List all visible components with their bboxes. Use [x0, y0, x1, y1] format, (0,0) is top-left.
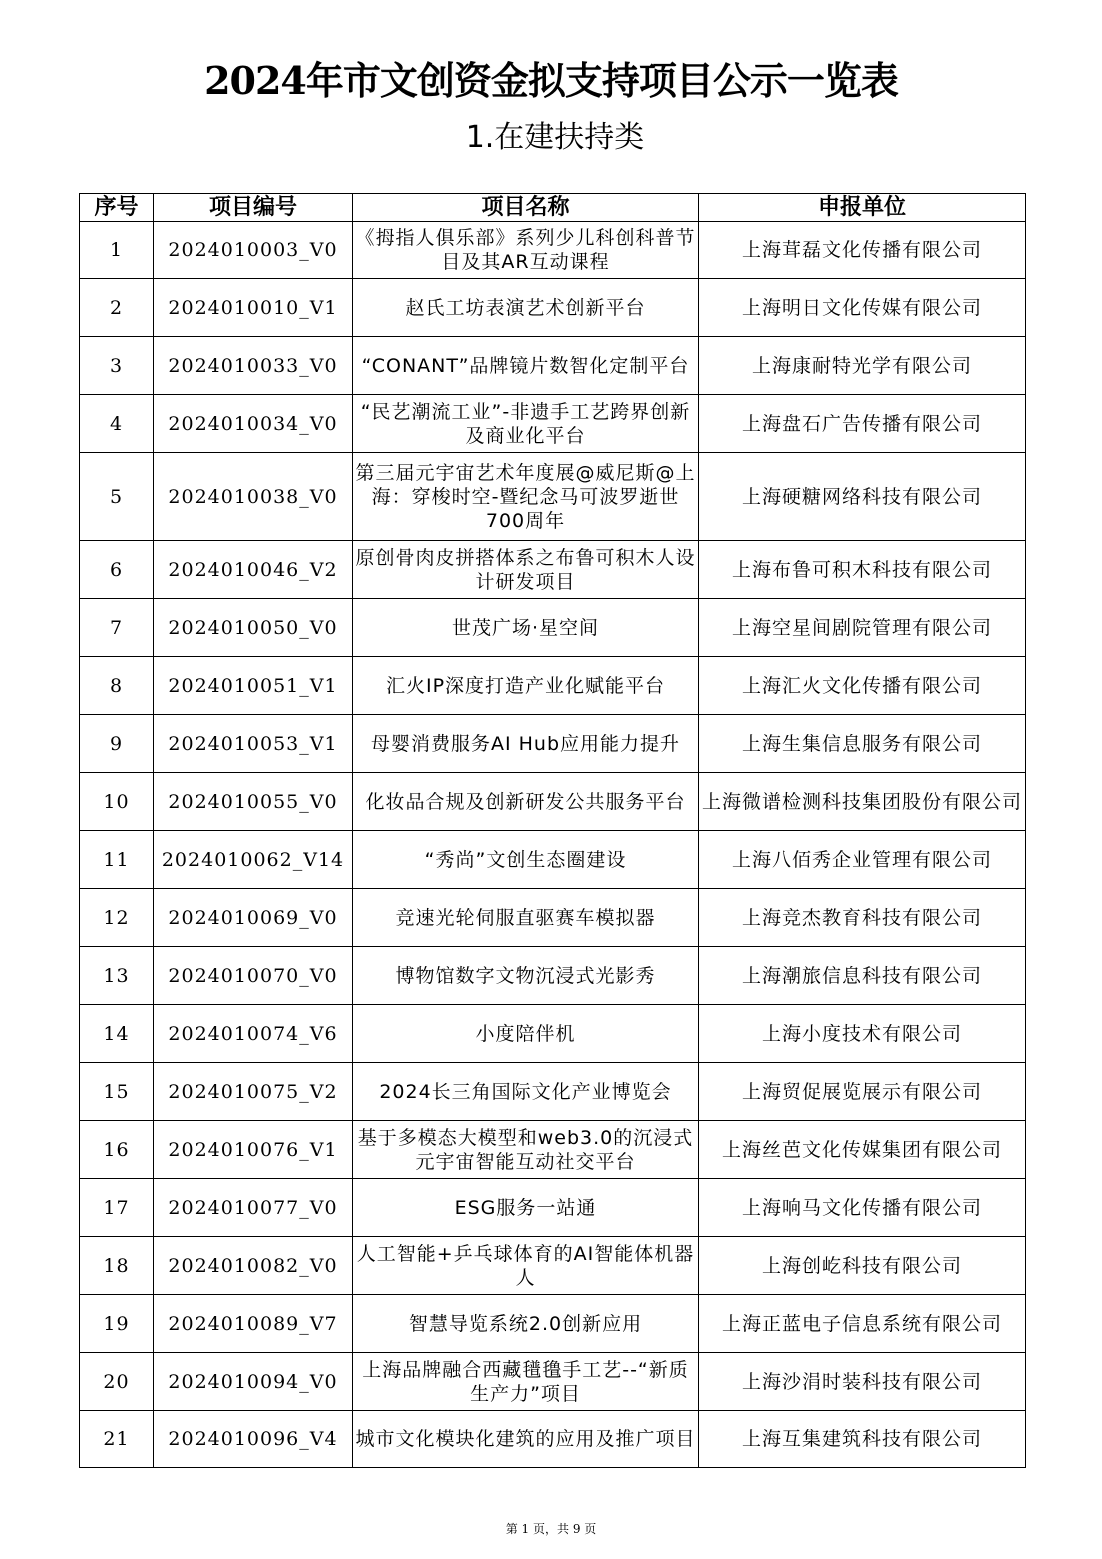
table-row [80, 831, 1026, 889]
seq-cell: 6 [80, 541, 154, 599]
page-footer: 第 1 页，共 9 页 [505, 1522, 597, 1536]
table-row [80, 222, 1026, 279]
applicant-org-cell: 上海正蓝电子信息系统有限公司 [699, 1295, 1026, 1353]
table-row [80, 773, 1026, 831]
seq-cell: 1 [80, 222, 154, 279]
applicant-org-cell: 上海竞杰教育科技有限公司 [699, 889, 1026, 947]
header-seq: 序号 [80, 194, 154, 222]
project-name-cell: 小度陪伴机 [353, 1005, 699, 1063]
project-name-cell: 汇火IP深度打造产业化赋能平台 [353, 657, 699, 715]
project-name-cell: ESG服务一站通 [353, 1179, 699, 1237]
table-row [80, 1121, 1026, 1179]
project-code-cell: 2024010074_V6 [154, 1005, 353, 1063]
project-name-cell: 母婴消费服务AI Hub应用能力提升 [353, 715, 699, 773]
header-code: 项目编号 [154, 194, 353, 222]
project-code-cell: 2024010082_V0 [154, 1237, 353, 1295]
table-row [80, 599, 1026, 657]
table-row [80, 715, 1026, 773]
table-row [80, 889, 1026, 947]
table-body [80, 222, 1026, 1468]
project-code-cell: 2024010075_V2 [154, 1063, 353, 1121]
project-name-cell: 人工智能+乒乓球体育的AI智能体机器人 [353, 1237, 699, 1295]
seq-cell: 18 [80, 1237, 154, 1295]
applicant-org-cell: 上海康耐特光学有限公司 [699, 337, 1026, 395]
table-row [80, 541, 1026, 599]
table-row [80, 1063, 1026, 1121]
seq-cell: 21 [80, 1411, 154, 1468]
project-code-cell: 2024010096_V4 [154, 1411, 353, 1468]
applicant-org-cell: 上海沙涓时装科技有限公司 [699, 1353, 1026, 1411]
project-code-cell: 2024010050_V0 [154, 599, 353, 657]
project-code-cell: 2024010003_V0 [154, 222, 353, 279]
table-header-row [80, 194, 1026, 222]
header-name: 项目名称 [353, 194, 699, 222]
applicant-org-cell: 上海明日文化传媒有限公司 [699, 279, 1026, 337]
seq-cell: 10 [80, 773, 154, 831]
table-row [80, 1005, 1026, 1063]
project-code-cell: 2024010038_V0 [154, 453, 353, 541]
project-code-cell: 2024010070_V0 [154, 947, 353, 1005]
applicant-org-cell: 上海汇火文化传播有限公司 [699, 657, 1026, 715]
table-row [80, 1295, 1026, 1353]
project-name-cell: 世茂广场·星空间 [353, 599, 699, 657]
table-row [80, 1179, 1026, 1237]
seq-cell: 9 [80, 715, 154, 773]
project-code-cell: 2024010094_V0 [154, 1353, 353, 1411]
project-name-cell: 《拇指人俱乐部》系列少儿科创科普节目及其AR互动课程 [353, 222, 699, 279]
project-name-cell: 原创骨肉皮拼搭体系之布鲁可积木人设计研发项目 [353, 541, 699, 599]
applicant-org-cell: 上海小度技术有限公司 [699, 1005, 1026, 1063]
applicant-org-cell: 上海潮旅信息科技有限公司 [699, 947, 1026, 1005]
project-code-cell: 2024010069_V0 [154, 889, 353, 947]
applicant-org-cell: 上海丝芭文化传媒集团有限公司 [699, 1121, 1026, 1179]
applicant-org-cell: 上海响马文化传播有限公司 [699, 1179, 1026, 1237]
seq-cell: 8 [80, 657, 154, 715]
seq-cell: 5 [80, 453, 154, 541]
header-org: 申报单位 [699, 194, 1026, 222]
applicant-org-cell: 上海空星间剧院管理有限公司 [699, 599, 1026, 657]
seq-cell: 19 [80, 1295, 154, 1353]
page-title: 2024年市文创资金拟支持项目公示一览表 [204, 58, 898, 103]
seq-cell: 4 [80, 395, 154, 453]
seq-cell: 15 [80, 1063, 154, 1121]
project-name-cell: 城市文化模块化建筑的应用及推广项目 [353, 1411, 699, 1468]
project-name-cell: 博物馆数字文物沉浸式光影秀 [353, 947, 699, 1005]
applicant-org-cell: 上海盘石广告传播有限公司 [699, 395, 1026, 453]
table-row [80, 947, 1026, 1005]
table-row [80, 657, 1026, 715]
project-name-cell: 基于多模态大模型和web3.0的沉浸式元宇宙智能互动社交平台 [353, 1121, 699, 1179]
project-code-cell: 2024010076_V1 [154, 1121, 353, 1179]
table-row [80, 279, 1026, 337]
project-table [79, 193, 1026, 1468]
project-name-cell: “CONANT”品牌镜片数智化定制平台 [353, 337, 699, 395]
applicant-org-cell: 上海微谱检测科技集团股份有限公司 [699, 773, 1026, 831]
applicant-org-cell: 上海八佰秀企业管理有限公司 [699, 831, 1026, 889]
table-row [80, 453, 1026, 541]
seq-cell: 20 [80, 1353, 154, 1411]
applicant-org-cell: 上海互集建筑科技有限公司 [699, 1411, 1026, 1468]
project-code-cell: 2024010053_V1 [154, 715, 353, 773]
project-code-cell: 2024010077_V0 [154, 1179, 353, 1237]
project-code-cell: 2024010055_V0 [154, 773, 353, 831]
applicant-org-cell: 上海创屹科技有限公司 [699, 1237, 1026, 1295]
table-row [80, 1353, 1026, 1411]
project-name-cell: 化妆品合规及创新研发公共服务平台 [353, 773, 699, 831]
project-name-cell: 上海品牌融合西藏氆氇手工艺--“新质生产力”项目 [353, 1353, 699, 1411]
seq-cell: 3 [80, 337, 154, 395]
seq-cell: 14 [80, 1005, 154, 1063]
section-subtitle: 1.在建扶持类 [465, 120, 645, 155]
project-code-cell: 2024010010_V1 [154, 279, 353, 337]
project-code-cell: 2024010033_V0 [154, 337, 353, 395]
project-name-cell: “民艺潮流工业”-非遗手工艺跨界创新及商业化平台 [353, 395, 699, 453]
applicant-org-cell: 上海生集信息服务有限公司 [699, 715, 1026, 773]
applicant-org-cell: 上海硬糖网络科技有限公司 [699, 453, 1026, 541]
project-code-cell: 2024010046_V2 [154, 541, 353, 599]
seq-cell: 13 [80, 947, 154, 1005]
project-name-cell: 2024长三角国际文化产业博览会 [353, 1063, 699, 1121]
seq-cell: 2 [80, 279, 154, 337]
seq-cell: 12 [80, 889, 154, 947]
project-code-cell: 2024010051_V1 [154, 657, 353, 715]
project-name-cell: “秀尚”文创生态圈建设 [353, 831, 699, 889]
table-row [80, 337, 1026, 395]
applicant-org-cell: 上海茸磊文化传播有限公司 [699, 222, 1026, 279]
table-row [80, 395, 1026, 453]
seq-cell: 11 [80, 831, 154, 889]
project-name-cell: 竞速光轮伺服直驱赛车模拟器 [353, 889, 699, 947]
table-row [80, 1237, 1026, 1295]
project-name-cell: 智慧导览系统2.0创新应用 [353, 1295, 699, 1353]
seq-cell: 7 [80, 599, 154, 657]
applicant-org-cell: 上海贸促展览展示有限公司 [699, 1063, 1026, 1121]
table-row [80, 1411, 1026, 1468]
project-name-cell: 第三届元宇宙艺术年度展@威尼斯@上海：穿梭时空-暨纪念马可波罗逝世700周年 [353, 453, 699, 541]
applicant-org-cell: 上海布鲁可积木科技有限公司 [699, 541, 1026, 599]
project-code-cell: 2024010089_V7 [154, 1295, 353, 1353]
seq-cell: 17 [80, 1179, 154, 1237]
project-code-cell: 2024010062_V14 [154, 831, 353, 889]
seq-cell: 16 [80, 1121, 154, 1179]
project-name-cell: 赵氏工坊表演艺术创新平台 [353, 279, 699, 337]
project-code-cell: 2024010034_V0 [154, 395, 353, 453]
